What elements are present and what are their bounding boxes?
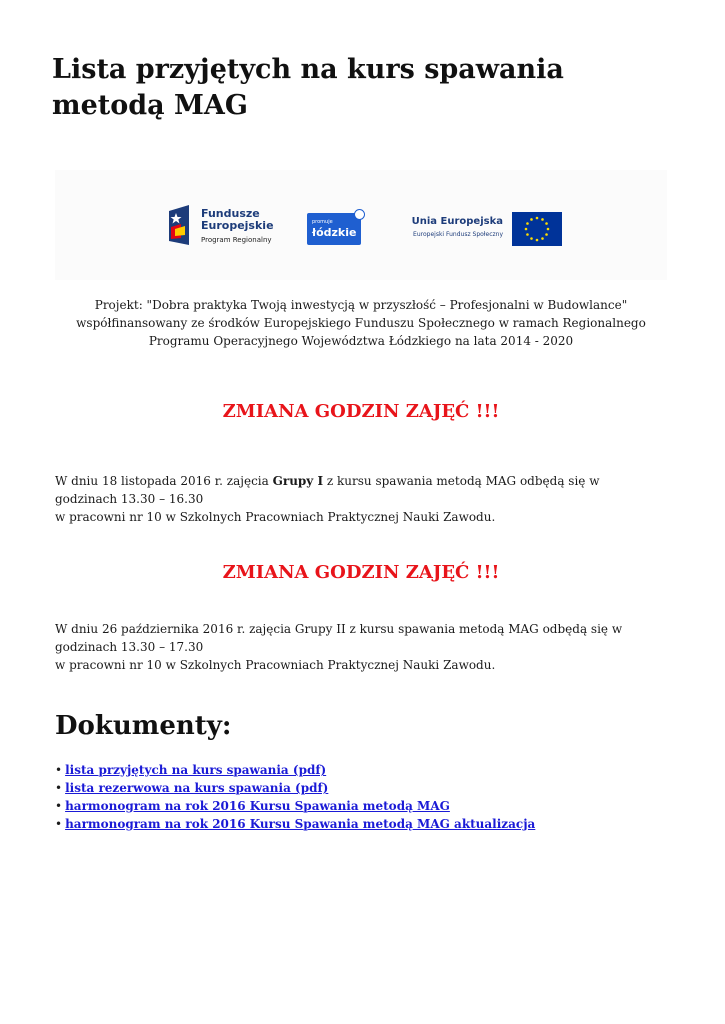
eu-star-icon: [541, 237, 544, 240]
eu-star-icon: [536, 217, 539, 220]
documents-list: [55, 761, 535, 833]
promuje-lodzkie-logo: [307, 213, 361, 245]
eu-star-icon: [536, 239, 539, 242]
notice-location: w pracowni nr 10 w Szkolnych Pracowniach Praktycznej Nauki Zawodu.: [55, 510, 496, 524]
fundusze-europejskie-flag-icon: [167, 205, 191, 247]
fe-line-2: Europejskie: [201, 219, 274, 232]
eu-star-icon: [525, 228, 528, 231]
bullet-icon: •: [55, 781, 63, 795]
notice-group-name: Grupy I: [272, 474, 324, 488]
project-line-1: Projekt: "Dobra praktyka Twoją inwestycją w przyszłość – Profesjonalni w Budowlance": [94, 298, 628, 312]
eu-star-icon: [547, 228, 550, 231]
document-link[interactable]: lista przyjętych na kurs spawania (pdf): [65, 763, 327, 777]
ue-line-2: Europejski Fundusz Społeczny: [413, 231, 503, 238]
schedule-change-notice: [55, 620, 655, 674]
eu-star-icon: [526, 233, 529, 236]
eu-star-icon: [526, 222, 529, 225]
eu-star-icon: [530, 237, 533, 240]
notice-location: w pracowni nr 10 w Szkolnych Pracowniach Praktycznej Nauki Zawodu.: [55, 658, 496, 672]
fe-line-3: Program Regionalny: [201, 236, 272, 244]
notice-text-after: z kursu spawania metodą MAG odbędą się w: [323, 474, 600, 488]
document-link[interactable]: lista rezerwowa na kurs spawania (pdf): [65, 781, 329, 795]
project-line-2: współfinansowany ze środków Europejskiego Funduszu Społecznego w ramach Regionalnego: [76, 316, 646, 330]
notice-text-before: W dniu 18 listopada 2016 r. zajęcia: [55, 474, 273, 488]
document-link[interactable]: harmonogram na rok 2016 Kursu Spawania metodą MAG aktualizacja: [65, 817, 536, 831]
page-title: Lista przyjętych na kurs spawania metodą MAG: [52, 54, 564, 121]
document-link[interactable]: harmonogram na rok 2016 Kursu Spawania metodą MAG: [65, 799, 450, 813]
funding-logos-banner: [55, 170, 667, 280]
ue-line-1: Unia Europejska: [411, 216, 503, 227]
registered-mark-icon: [354, 209, 365, 220]
bullet-icon: •: [55, 763, 63, 777]
eu-star-icon: [541, 218, 544, 221]
schedule-change-heading: ZMIANA GODZIN ZAJĘĆ !!!: [222, 562, 500, 583]
fundusze-europejskie-text: [201, 208, 274, 244]
list-item: [55, 815, 535, 833]
documents-heading: Dokumenty:: [55, 711, 232, 741]
eu-star-icon: [545, 233, 548, 236]
lodz-small-text: promuje: [312, 219, 333, 225]
list-item: [55, 779, 535, 797]
notice-hours: godzinach 13.30 – 16.30: [55, 492, 204, 506]
schedule-change-notice: [55, 472, 655, 526]
eu-star-icon: [545, 222, 548, 225]
schedule-change-heading: ZMIANA GODZIN ZAJĘĆ !!!: [222, 401, 500, 422]
list-item: [55, 797, 535, 815]
eu-star-icon: [530, 218, 533, 221]
bullet-icon: •: [55, 817, 63, 831]
unia-europejska-text: [398, 216, 503, 238]
notice-hours: godzinach 13.30 – 17.30: [55, 640, 204, 654]
list-item: [55, 761, 535, 779]
eu-flag-icon: [512, 212, 562, 246]
fe-line-1: Fundusze: [201, 207, 260, 220]
notice-text: W dniu 26 października 2016 r. zajęcia Grupy II z kursu spawania metodą MAG odbędą się w: [55, 622, 623, 636]
bullet-icon: •: [55, 799, 63, 813]
project-line-3: Programu Operacyjnego Województwa Łódzkiego na lata 2014 - 2020: [148, 334, 574, 348]
project-description: [55, 296, 667, 350]
lodz-big-text: łódzkie: [312, 226, 357, 239]
